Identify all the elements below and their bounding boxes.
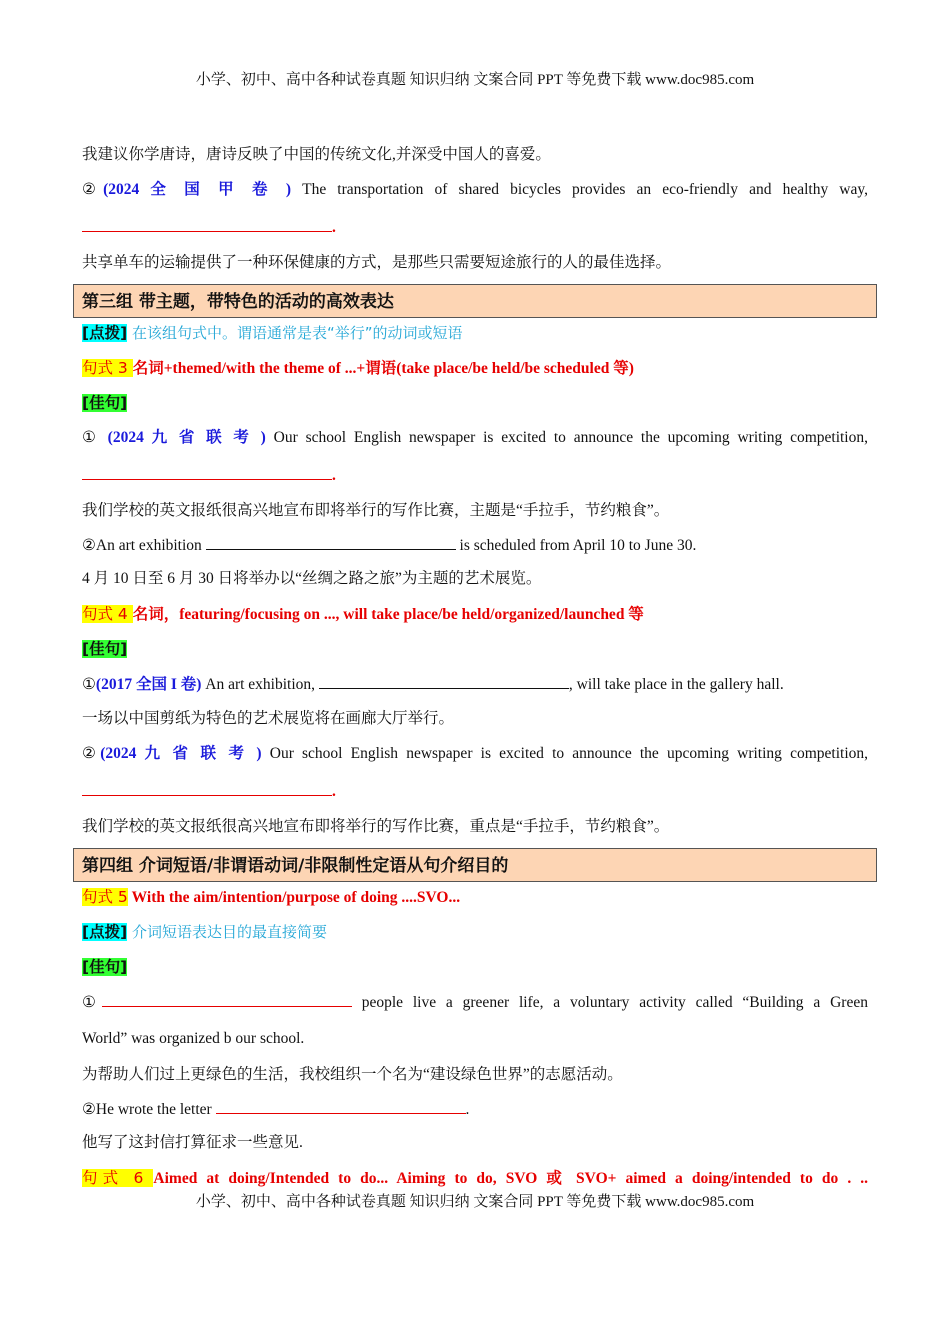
example-text: ②An art exhibition <box>82 537 206 554</box>
num: ① <box>82 994 102 1011</box>
example-text: people live a greener life, a voluntary activity called “Building a Green <box>351 994 868 1011</box>
period: . <box>332 783 336 800</box>
example-line <box>82 674 868 695</box>
pattern-tag: 句式 3 <box>82 359 133 377</box>
text-line: 4 月 10 日至 6 月 30 日将举办以“丝绸之路之旅”为主题的艺术展览。 <box>82 570 542 587</box>
pattern-tag: 句式 4 <box>82 605 133 623</box>
tip-line <box>82 323 868 344</box>
pattern-line <box>82 604 868 625</box>
text-line: 我建议你学唐诗，唐诗反映了中国的传统文化,并深受中国人的喜爱。 <box>82 146 551 163</box>
pattern-tag: 句式 5 <box>82 888 128 906</box>
answer-blank[interactable] <box>216 1099 466 1114</box>
period: . <box>332 219 336 236</box>
pattern-text: 名词，featuring/focusing on ..., will take place/be held/organized/launched 等 <box>132 606 644 623</box>
answer-blank[interactable] <box>206 535 456 550</box>
text-line: 一场以中国剪纸为特色的艺术展览将在画廊大厅举行。 <box>82 710 455 727</box>
example-text: An art exhibition, <box>201 676 319 693</box>
period: . <box>332 467 336 484</box>
num: ② <box>82 745 101 762</box>
tip-text: 介词短语表达目的最直接简要 <box>127 923 327 941</box>
num: ② <box>82 181 104 198</box>
example-line <box>82 428 868 448</box>
section-heading-group3: 第三组 带主题，带特色的活动的高效表达 <box>73 284 877 318</box>
tip-tag: [点拨] <box>82 324 128 342</box>
example-text: , will take place in the gallery hall. <box>568 676 784 693</box>
pattern-line <box>82 1168 868 1189</box>
pattern-text: 名词+themed/with the theme of ...+谓语(take place/be held/be scheduled 等) <box>132 360 634 377</box>
answer-blank[interactable] <box>82 465 332 480</box>
good-sentence-line <box>82 639 868 660</box>
num: ① <box>82 676 96 693</box>
answer-blank-line <box>82 781 868 802</box>
answer-blank[interactable] <box>82 217 332 232</box>
tip-tag: [点拨] <box>82 923 128 941</box>
text-line: World” was organized b our school. <box>82 1030 305 1047</box>
good-sentence-line <box>82 393 868 414</box>
answer-blank[interactable] <box>102 992 352 1007</box>
example-line <box>82 180 868 200</box>
good-sentence-line <box>82 957 868 978</box>
pattern-text: Aimed at doing/Intended to do... Aiming to do, SVO 或 SVO+ aimed a doing/intended to do . .. <box>153 1170 868 1187</box>
text-line: 我们学校的英文报纸很高兴地宣布即将举行的写作比赛，主题是“手拉手，节约粮食”。 <box>82 502 670 519</box>
pattern-line <box>82 358 868 379</box>
answer-blank[interactable] <box>82 781 332 796</box>
example-text: Our school English newspaper is excited to announce the upcoming writing competition, <box>261 745 868 762</box>
period: . <box>465 1101 470 1118</box>
answer-blank-line <box>82 217 868 238</box>
example-line <box>82 992 868 1013</box>
page-header: 小学、初中、高中各种试卷真题 知识归纳 文案合同 PPT 等免费下载 www.doc985.com <box>195 72 755 88</box>
example-text: is scheduled from April 10 to June 30. <box>455 537 697 554</box>
example-line <box>82 535 868 556</box>
example-text: The transportation of shared bicycles provides an eco-friendly and healthy way, <box>290 181 868 198</box>
example-line <box>82 1099 868 1120</box>
good-sentence-tag: [佳句] <box>82 394 128 412</box>
source-label: (2024 九 省 联 考 ) <box>107 429 266 446</box>
example-text: ②He wrote the letter <box>82 1101 216 1118</box>
text-line: 他写了这封信打算征求一些意见. <box>82 1134 303 1151</box>
good-sentence-tag: [佳句] <box>82 958 128 976</box>
pattern-text: With the aim/intention/purpose of doing ....SVO... <box>127 889 461 906</box>
example-line <box>82 744 868 764</box>
text-line: 为帮助人们过上更绿色的生活，我校组织一个名为“建设绿色世界”的志愿活动。 <box>82 1066 623 1083</box>
good-sentence-tag: [佳句] <box>82 640 128 658</box>
source-label: (2024 九 省 联 考 ) <box>100 745 262 762</box>
section-heading-group4: 第四组 介词短语/非谓语动词/非限制性定语从句介绍目的 <box>73 848 877 882</box>
source-label: (2024 全 国 甲 卷 ) <box>103 181 291 198</box>
pattern-tag: 句式 6 <box>82 1169 154 1187</box>
example-text: Our school English newspaper is excited to announce the upcoming writing competition, <box>265 429 868 446</box>
page-footer: 小学、初中、高中各种试卷真题 知识归纳 文案合同 PPT 等免费下载 www.doc985.com <box>195 1194 755 1210</box>
source-label: (2017 全国 I 卷) <box>95 676 202 693</box>
answer-blank-line <box>82 465 868 486</box>
text-line: 共享单车的运输提供了一种环保健康的方式，是那些只需要短途旅行的人的最佳选择。 <box>82 254 672 271</box>
tip-line <box>82 922 868 943</box>
answer-blank[interactable] <box>319 674 569 689</box>
pattern-line <box>82 887 868 908</box>
tip-text: 在该组句式中。谓语通常是表“举行”的动词或短语 <box>127 324 463 342</box>
num: ① <box>82 429 108 446</box>
text-line: 我们学校的英文报纸很高兴地宣布即将举行的写作比赛，重点是“手拉手，节约粮食”。 <box>82 818 670 835</box>
